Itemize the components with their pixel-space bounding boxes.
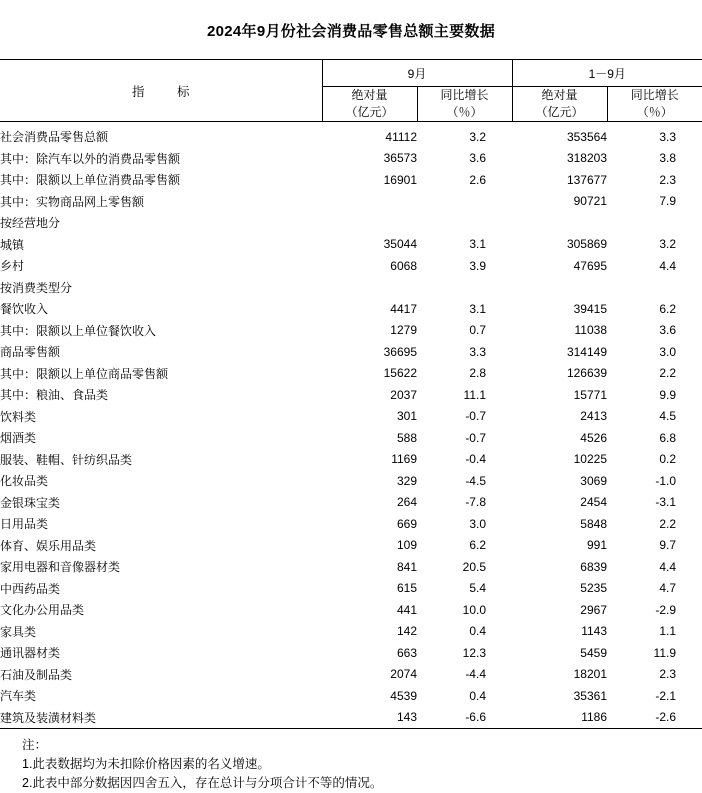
- cell-month-absolute: [322, 191, 417, 213]
- cell-month-absolute: 615: [322, 578, 417, 600]
- cell-month-absolute: 4539: [322, 685, 417, 707]
- cell-month-yoy: 3.6: [417, 148, 512, 170]
- table-row: [0, 363, 702, 385]
- row-label: 商品零售额: [0, 341, 322, 363]
- table-row: [0, 599, 702, 621]
- indicator-header-label: 指 标: [0, 82, 322, 100]
- cell-cumulative-absolute: 10225: [512, 449, 607, 471]
- table-row: [0, 406, 702, 428]
- row-label: 乡村: [0, 255, 322, 277]
- subheader-cumulative-abs-line2: （亿元）: [513, 104, 607, 121]
- cell-month-yoy: -0.7: [417, 427, 512, 449]
- table-row: [0, 535, 702, 557]
- cell-cumulative-yoy: 9.9: [607, 384, 702, 406]
- row-label: 文化办公用品类: [0, 599, 322, 621]
- table-row: [0, 255, 702, 277]
- cell-month-absolute: 301: [322, 406, 417, 428]
- cell-month-yoy: 3.0: [417, 513, 512, 535]
- cell-cumulative-absolute: [512, 212, 607, 234]
- cell-cumulative-yoy: 3.3: [607, 126, 702, 148]
- cell-month-yoy: [417, 212, 512, 234]
- cell-cumulative-absolute: 5848: [512, 513, 607, 535]
- cell-month-yoy: 0.7: [417, 320, 512, 342]
- cell-month-absolute: 588: [322, 427, 417, 449]
- cell-cumulative-yoy: 2.2: [607, 363, 702, 385]
- cell-cumulative-yoy: 3.0: [607, 341, 702, 363]
- row-label: 金银珠宝类: [0, 492, 322, 514]
- cell-cumulative-yoy: 7.9: [607, 191, 702, 213]
- retail-sales-table: [0, 59, 702, 729]
- table-row: [0, 298, 702, 320]
- cell-month-yoy: 20.5: [417, 556, 512, 578]
- row-label: 按经营地分: [0, 212, 322, 234]
- table-row: [0, 234, 702, 256]
- row-label: 其中：限额以上单位餐饮收入: [0, 320, 322, 342]
- cell-cumulative-absolute: 47695: [512, 255, 607, 277]
- subheader-month-yoy: [417, 87, 512, 122]
- cell-cumulative-yoy: 3.8: [607, 148, 702, 170]
- row-label: 饮料类: [0, 406, 322, 428]
- cell-cumulative-absolute: 305869: [512, 234, 607, 256]
- cell-cumulative-absolute: [512, 277, 607, 299]
- cell-month-absolute: 15622: [322, 363, 417, 385]
- subheader-month-abs-line1: 绝对量: [351, 88, 387, 102]
- cell-month-absolute: 41112: [322, 126, 417, 148]
- row-label: 石油及制品类: [0, 664, 322, 686]
- row-label: 餐饮收入: [0, 298, 322, 320]
- cell-month-yoy: [417, 277, 512, 299]
- cell-month-yoy: -4.4: [417, 664, 512, 686]
- cell-cumulative-yoy: 4.4: [607, 556, 702, 578]
- table-row: [0, 707, 702, 729]
- cell-month-yoy: -0.7: [417, 406, 512, 428]
- cell-cumulative-absolute: 39415: [512, 298, 607, 320]
- cell-month-yoy: 10.0: [417, 599, 512, 621]
- cell-cumulative-yoy: 3.2: [607, 234, 702, 256]
- cell-month-absolute: 669: [322, 513, 417, 535]
- row-label: 通讯器材类: [0, 642, 322, 664]
- table-row: [0, 427, 702, 449]
- cell-month-absolute: 329: [322, 470, 417, 492]
- table-body: [0, 122, 702, 729]
- cell-month-yoy: -7.8: [417, 492, 512, 514]
- cell-cumulative-absolute: 15771: [512, 384, 607, 406]
- table-row: [0, 126, 702, 148]
- row-label: 家用电器和音像器材类: [0, 556, 322, 578]
- cell-cumulative-yoy: -1.0: [607, 470, 702, 492]
- cell-month-absolute: 2037: [322, 384, 417, 406]
- group-header-cumulative: 1－9月: [512, 60, 702, 87]
- subheader-month-abs: [322, 87, 417, 122]
- cell-cumulative-absolute: 1186: [512, 707, 607, 729]
- row-label: 城镇: [0, 234, 322, 256]
- table-row: [0, 513, 702, 535]
- cell-cumulative-absolute: 5235: [512, 578, 607, 600]
- cell-cumulative-yoy: 4.7: [607, 578, 702, 600]
- table-row: [0, 277, 702, 299]
- table-row: [0, 191, 702, 213]
- cell-month-yoy: 0.4: [417, 621, 512, 643]
- cell-cumulative-yoy: 2.3: [607, 169, 702, 191]
- cell-month-absolute: 1169: [322, 449, 417, 471]
- row-label: 服装、鞋帽、针纺织品类: [0, 449, 322, 471]
- cell-cumulative-yoy: -3.1: [607, 492, 702, 514]
- table-row: [0, 470, 702, 492]
- cell-cumulative-yoy: 2.2: [607, 513, 702, 535]
- cell-cumulative-absolute: 6839: [512, 556, 607, 578]
- cell-cumulative-yoy: 11.9: [607, 642, 702, 664]
- table-notes: [22, 729, 680, 793]
- cell-month-absolute: 841: [322, 556, 417, 578]
- cell-cumulative-yoy: 4.4: [607, 255, 702, 277]
- cell-cumulative-absolute: 18201: [512, 664, 607, 686]
- subheader-cumulative-yoy: [607, 87, 702, 122]
- table-row: [0, 578, 702, 600]
- cell-month-absolute: 663: [322, 642, 417, 664]
- cell-month-yoy: 5.4: [417, 578, 512, 600]
- subheader-month-yoy-line2: （％）: [418, 104, 512, 121]
- page-title: 2024年9月份社会消费品零售总额主要数据: [0, 0, 702, 59]
- cell-month-yoy: 3.1: [417, 234, 512, 256]
- row-label: 烟酒类: [0, 427, 322, 449]
- cell-month-yoy: -4.5: [417, 470, 512, 492]
- table-row: [0, 320, 702, 342]
- notes-heading: 注：: [22, 736, 680, 755]
- cell-cumulative-absolute: 991: [512, 535, 607, 557]
- cell-month-yoy: 3.2: [417, 126, 512, 148]
- row-label: 建筑及装潢材料类: [0, 707, 322, 729]
- group-header-month: 9月: [322, 60, 512, 87]
- row-label: 汽车类: [0, 685, 322, 707]
- cell-cumulative-absolute: 126639: [512, 363, 607, 385]
- cell-cumulative-yoy: 3.6: [607, 320, 702, 342]
- cell-cumulative-absolute: 314149: [512, 341, 607, 363]
- table-row: [0, 169, 702, 191]
- note-item-2: 2.此表中部分数据因四舍五入，存在总计与分项合计不等的情况。: [22, 774, 680, 793]
- table-row: [0, 384, 702, 406]
- table-row: [0, 685, 702, 707]
- table-row: [0, 556, 702, 578]
- cell-cumulative-yoy: 9.7: [607, 535, 702, 557]
- table-header: [0, 60, 702, 122]
- cell-month-yoy: 11.1: [417, 384, 512, 406]
- cell-cumulative-yoy: 1.1: [607, 621, 702, 643]
- cell-month-absolute: 109: [322, 535, 417, 557]
- table-row: [0, 212, 702, 234]
- subheader-cumulative-yoy-line2: （％）: [608, 104, 702, 121]
- subheader-cumulative-yoy-line1: 同比增长: [631, 88, 679, 102]
- table-row: [0, 664, 702, 686]
- table-row: [0, 449, 702, 471]
- row-label: 其中：实物商品网上零售额: [0, 191, 322, 213]
- subheader-cumulative-abs: [512, 87, 607, 122]
- cell-cumulative-absolute: 2413: [512, 406, 607, 428]
- table-row: [0, 621, 702, 643]
- cell-month-yoy: -6.6: [417, 707, 512, 729]
- cell-cumulative-absolute: 2454: [512, 492, 607, 514]
- cell-month-absolute: 16901: [322, 169, 417, 191]
- cell-cumulative-yoy: [607, 212, 702, 234]
- cell-cumulative-absolute: 1143: [512, 621, 607, 643]
- cell-cumulative-absolute: 5459: [512, 642, 607, 664]
- cell-month-yoy: 6.2: [417, 535, 512, 557]
- cell-month-absolute: 36695: [322, 341, 417, 363]
- cell-month-absolute: 4417: [322, 298, 417, 320]
- cell-cumulative-absolute: 90721: [512, 191, 607, 213]
- cell-month-absolute: [322, 212, 417, 234]
- cell-month-yoy: [417, 191, 512, 213]
- cell-month-yoy: 12.3: [417, 642, 512, 664]
- cell-month-absolute: 142: [322, 621, 417, 643]
- cell-cumulative-absolute: 4526: [512, 427, 607, 449]
- note-item-1: 1.此表数据均为未扣除价格因素的名义增速。: [22, 755, 680, 774]
- cell-month-absolute: 264: [322, 492, 417, 514]
- table-row: [0, 642, 702, 664]
- cell-cumulative-yoy: [607, 277, 702, 299]
- row-label: 其中：限额以上单位消费品零售额: [0, 169, 322, 191]
- cell-month-absolute: [322, 277, 417, 299]
- cell-cumulative-absolute: 353564: [512, 126, 607, 148]
- row-label: 社会消费品零售总额: [0, 126, 322, 148]
- cell-cumulative-absolute: 3069: [512, 470, 607, 492]
- cell-month-yoy: 2.8: [417, 363, 512, 385]
- row-label: 其中：限额以上单位商品零售额: [0, 363, 322, 385]
- cell-month-absolute: 441: [322, 599, 417, 621]
- cell-cumulative-absolute: 2967: [512, 599, 607, 621]
- cell-cumulative-yoy: 2.3: [607, 664, 702, 686]
- row-label: 其中：粮油、食品类: [0, 384, 322, 406]
- row-label: 其中：除汽车以外的消费品零售额: [0, 148, 322, 170]
- row-label: 化妆品类: [0, 470, 322, 492]
- cell-cumulative-absolute: 11038: [512, 320, 607, 342]
- cell-cumulative-yoy: -2.6: [607, 707, 702, 729]
- cell-month-absolute: 1279: [322, 320, 417, 342]
- cell-month-yoy: 0.4: [417, 685, 512, 707]
- cell-cumulative-absolute: 318203: [512, 148, 607, 170]
- cell-month-absolute: 143: [322, 707, 417, 729]
- cell-month-yoy: 3.9: [417, 255, 512, 277]
- row-label: 家具类: [0, 621, 322, 643]
- subheader-month-abs-line2: （亿元）: [323, 104, 417, 121]
- cell-cumulative-absolute: 35361: [512, 685, 607, 707]
- cell-month-absolute: 6068: [322, 255, 417, 277]
- cell-month-yoy: 3.1: [417, 298, 512, 320]
- row-label: 日用品类: [0, 513, 322, 535]
- row-label: 按消费类型分: [0, 277, 322, 299]
- row-label: 体育、娱乐用品类: [0, 535, 322, 557]
- cell-month-yoy: 3.3: [417, 341, 512, 363]
- table-row: [0, 492, 702, 514]
- cell-cumulative-yoy: -2.1: [607, 685, 702, 707]
- cell-cumulative-yoy: 4.5: [607, 406, 702, 428]
- row-label: 中西药品类: [0, 578, 322, 600]
- table-row: [0, 148, 702, 170]
- cell-cumulative-absolute: 137677: [512, 169, 607, 191]
- cell-cumulative-yoy: 0.2: [607, 449, 702, 471]
- cell-month-absolute: 2074: [322, 664, 417, 686]
- header-row-groups: [0, 60, 702, 87]
- cell-month-absolute: 35044: [322, 234, 417, 256]
- subheader-month-yoy-line1: 同比增长: [440, 88, 488, 102]
- cell-month-yoy: -0.4: [417, 449, 512, 471]
- table-row: [0, 341, 702, 363]
- indicator-header-cell: [0, 60, 322, 122]
- cell-cumulative-yoy: 6.2: [607, 298, 702, 320]
- subheader-cumulative-abs-line1: 绝对量: [541, 88, 577, 102]
- cell-cumulative-yoy: 6.8: [607, 427, 702, 449]
- cell-month-yoy: 2.6: [417, 169, 512, 191]
- cell-month-absolute: 36573: [322, 148, 417, 170]
- cell-cumulative-yoy: -2.9: [607, 599, 702, 621]
